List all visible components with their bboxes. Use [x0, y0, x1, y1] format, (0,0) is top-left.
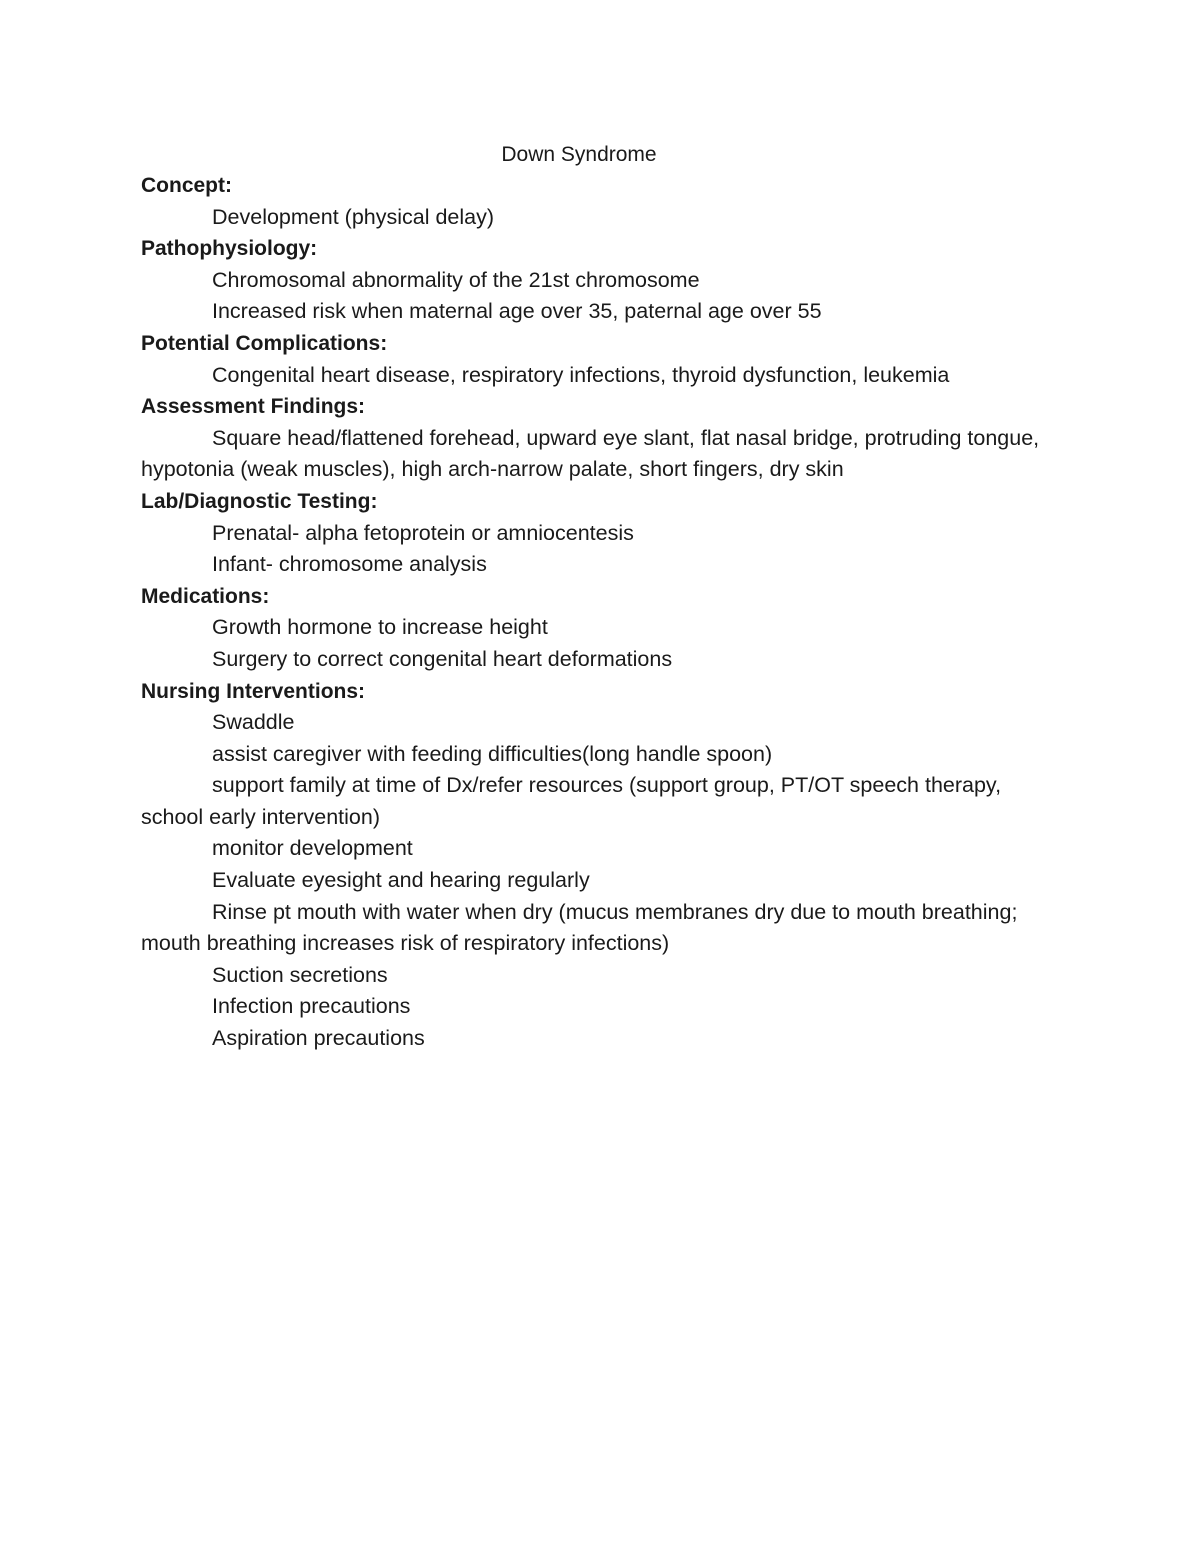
section-item: support family at time of Dx/refer resources (support group, PT/OT speech therapy, school early intervention) [141, 773, 1002, 829]
section-heading: Pathophysiology: [141, 237, 318, 261]
section-heading: Potential Complications: [141, 331, 388, 355]
section-concept [141, 170, 1041, 233]
section-item: assist caregiver with feeding difficulties(long handle spoon) [212, 741, 773, 766]
section-item: Rinse pt mouth with water when dry (mucus membranes dry due to mouth breathing; mouth breathing increases risk of respiratory infections) [141, 899, 1018, 956]
section-pathophysiology [141, 233, 1041, 328]
section-item: monitor development [212, 836, 413, 861]
section-potential-complications [141, 328, 1041, 391]
section-item: Infection precautions [212, 994, 411, 1019]
section-nursing-interventions [141, 676, 1041, 1055]
section-item: Suction secretions [212, 962, 388, 987]
section-item: Development (physical delay) [212, 204, 495, 229]
section-item: Chromosomal abnormality of the 21st chromosome [212, 267, 700, 292]
section-heading: Medications: [141, 584, 270, 608]
document-page [141, 139, 1041, 1055]
document-title: Down Syndrome [501, 143, 657, 166]
section-item: Surgery to correct congenital heart deformations [212, 646, 673, 671]
section-item: Swaddle [212, 710, 295, 735]
section-lab-diagnostic-testing [141, 486, 1041, 581]
section-item: Square head/flattened forehead, upward eye slant, flat nasal bridge, protruding tongue, hypotonia (weak muscles), high arch-narrow palate, short fingers, dry skin [141, 425, 1040, 482]
section-item: Infant- chromosome analysis [212, 552, 487, 577]
section-item: Congenital heart disease, respiratory infections, thyroid dysfunction, leukemia [212, 362, 950, 387]
section-assessment-findings [141, 391, 1041, 486]
section-item: Prenatal- alpha fetoprotein or amniocentesis [212, 520, 634, 545]
section-heading: Nursing Interventions: [141, 679, 366, 703]
section-medications [141, 581, 1041, 676]
section-item: Aspiration precautions [212, 1026, 425, 1051]
section-heading: Assessment Findings: [141, 395, 366, 419]
section-heading: Lab/Diagnostic Testing: [141, 489, 378, 513]
section-item: Increased risk when maternal age over 35, paternal age over 55 [212, 299, 822, 324]
section-item: Growth hormone to increase height [212, 615, 548, 640]
section-item: Evaluate eyesight and hearing regularly [212, 868, 590, 893]
section-heading: Concept: [141, 174, 232, 197]
